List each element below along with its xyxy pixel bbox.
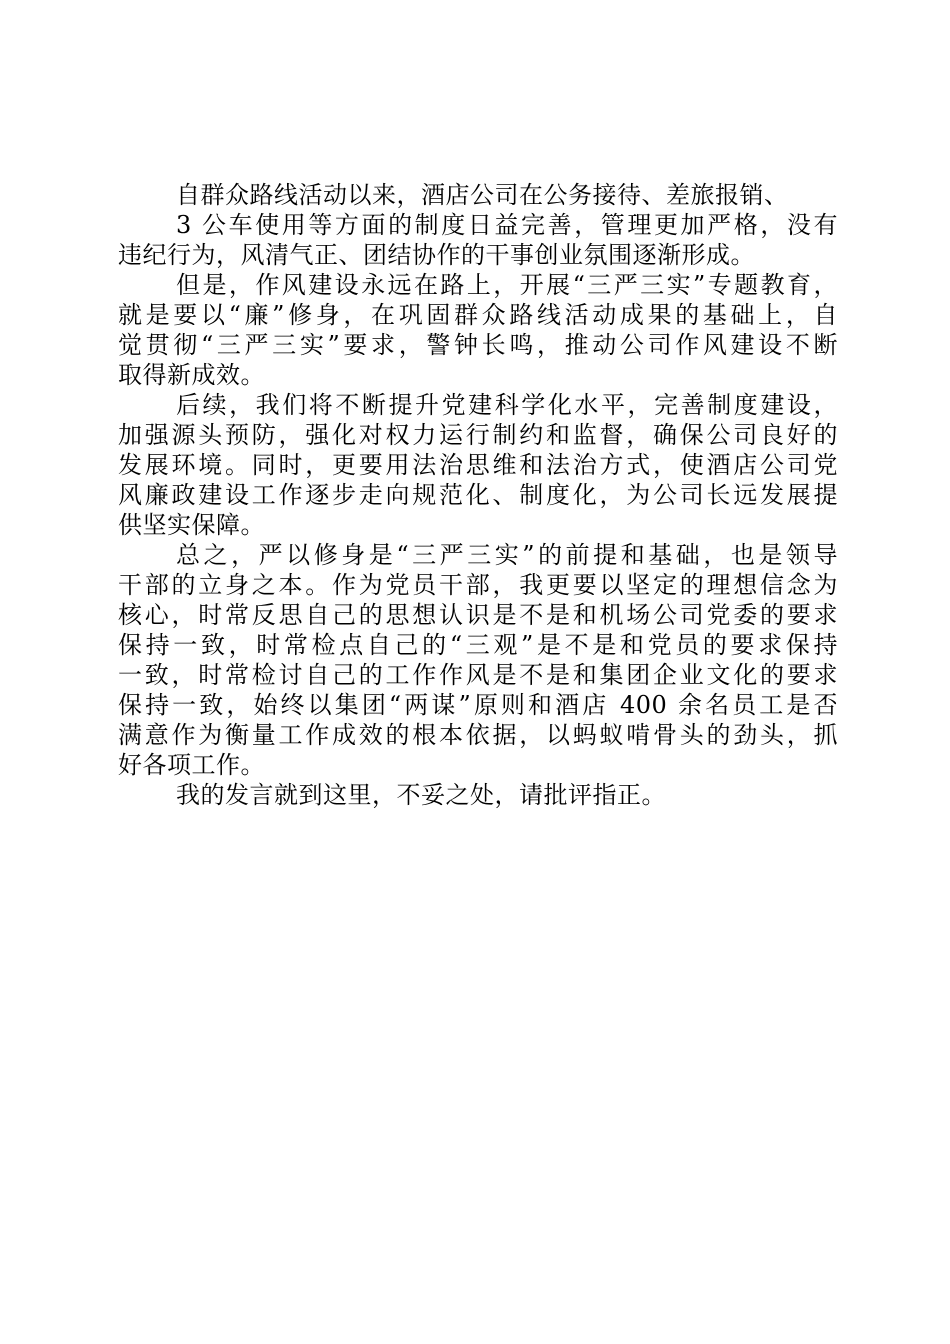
paragraph (118, 780, 838, 810)
text-line: 违纪行为，风清气正、团结协作的干事创业氛围逐渐形成。 (118, 241, 755, 269)
paragraph (118, 180, 838, 270)
text-line: 就是要以“廉”修身，在巩固群众路线活动成果的基础上，自 (118, 301, 838, 329)
text-line: 取得新成效。 (118, 361, 265, 389)
text-line: 觉贯彻“三严三实”要求，警钟长鸣，推动公司作风建设不断 (118, 331, 838, 359)
text-line: 风廉政建设工作逐步走向规范化、制度化，为公司长远发展提 (118, 481, 838, 509)
document-body (118, 180, 838, 810)
paragraph (118, 540, 838, 780)
text-line: 加强源头预防，强化对权力运行制约和监督，确保公司良好的 (118, 421, 838, 449)
text-line: 自群众路线活动以来，酒店公司在公务接待、差旅报销、 (176, 181, 789, 209)
text-line: 核心，时常反思自己的思想认识是不是和机场公司党委的要求 (118, 601, 838, 629)
text-line: 满意作为衡量工作成效的根本依据，以蚂蚁啃骨头的劲头，抓 (118, 721, 838, 749)
text-line: 一致，时常检讨自己的工作作风是不是和集团企业文化的要求 (118, 661, 838, 689)
text-line: 发展环境。同时，更要用法治思维和法治方式，使酒店公司党 (118, 451, 838, 479)
text-line: 我的发言就到这里，不妥之处，请批评指正。 (176, 781, 666, 809)
text-line: 保持一致，始终以集团“两谋”原则和酒店 400 余名员工是否 (118, 691, 838, 719)
text-line: 好各项工作。 (118, 751, 265, 779)
text-line: 干部的立身之本。作为党员干部，我更要以坚定的理想信念为 (118, 571, 838, 599)
text-line: 保持一致，时常检点自己的“三观”是不是和党员的要求保持 (118, 631, 838, 659)
text-line: 后续，我们将不断提升党建科学化水平，完善制度建设， (176, 391, 838, 419)
paragraph (118, 270, 838, 390)
paragraph (118, 390, 838, 540)
text-line: 总之，严以修身是“三严三实”的前提和基础，也是领导 (176, 541, 838, 569)
text-line: 但是，作风建设永远在路上，开展“三严三实”专题教育， (176, 271, 838, 299)
text-line: 供坚实保障。 (118, 511, 265, 539)
text-line: 3 公车使用等方面的制度日益完善，管理更加严格，没有 (176, 211, 838, 239)
